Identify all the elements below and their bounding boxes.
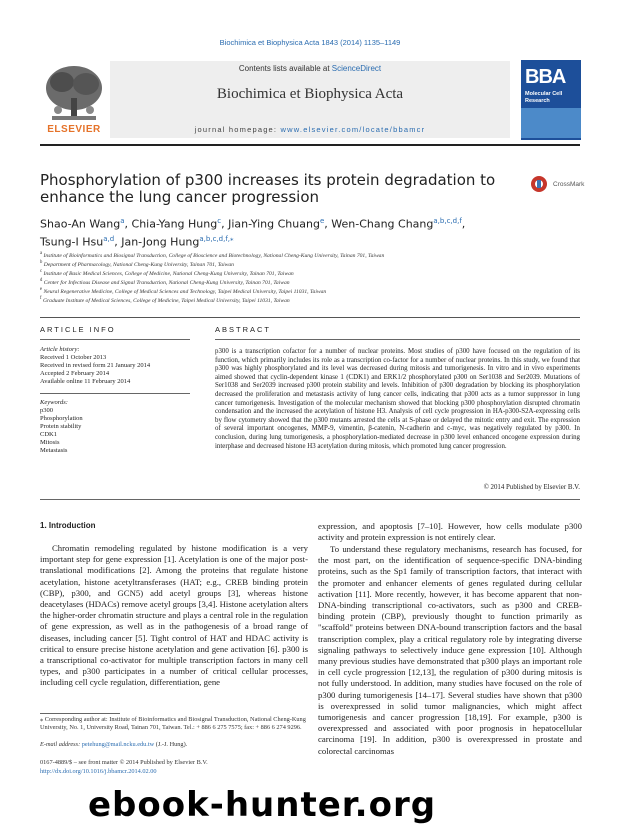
author-name[interactable]: Jian-Ying Chuang [228,217,320,231]
crossmark-label[interactable]: CrossMark [553,181,585,188]
paper-title: Phosphorylation of p300 increases its protein degradation to enhance the lung cancer progression [40,171,496,206]
author-name[interactable]: Chia-Yang Hung [131,217,218,231]
affiliation-marker: b [40,260,43,265]
author-affil-marker: e [319,217,325,225]
header-rule [40,144,580,146]
cover-band [521,108,581,138]
affiliation-text: Department of Pharmacology, National Cheng-Kung University, Tainan 701, Taiwan [43,261,234,268]
affiliation [40,295,580,305]
affiliation-marker: c [40,269,43,274]
author-name[interactable]: Tsung-I Hsu [40,235,104,249]
affiliation-marker: f [40,296,42,301]
author-affil-marker: a,b,c,d,f,⁎ [199,234,234,243]
affiliation-text: Institute of Bioinformatics and Biosignal Transduction, College of Bioscience and Biotechnology, National Cheng-Kung University, Tainan 701, Taiwan [43,252,385,259]
history-item: Accepted 2 February 2014 [40,370,110,377]
footnote-rule [40,713,120,714]
sciencedirect-link[interactable]: ScienceDirect [331,64,382,73]
issn-line: 0167-4889/$ – see front matter © 2014 Published by Elsevier B.V. [40,759,208,766]
keyword: CDK1 [40,431,57,438]
keyword: p300 [40,407,53,414]
author-affil-marker: a [120,217,125,225]
author-list: Shao-An Wang$^a$, Chia-Yang Hung$^c$, Jian-Ying Chuang$^e$, Wen-Chang Chang$^{a,b,c,d,f}$, Tsung-I Hsu$^{a,d}$, Jan-Jong Hung$^{a,b,c,d,f,⁎}$ [40,217,466,249]
history-item: Available online 11 February 2014 [40,378,131,385]
watermark-text: ebook-hunter.org [88,785,437,825]
history-label: Article history: [40,346,80,353]
cover-title: BBA [525,66,566,88]
author-name[interactable]: Wen-Chang Chang [331,217,434,231]
copyright-line: © 2014 Published by Elsevier B.V. [483,484,580,491]
keywords-block [40,399,200,455]
elsevier-wordmark: ELSEVIER [47,124,101,135]
author-name[interactable]: Shao-An Wang [40,217,121,231]
homepage-link[interactable]: www.elsevier.com/locate/bbamcr [280,125,426,134]
contents-line [110,64,510,73]
affiliation-marker: a [40,251,43,256]
journal-cover-thumbnail[interactable] [521,60,581,140]
history-item: Received in revised form 21 January 2014 [40,362,151,369]
intro-right-column-b: To understand these regulatory mechanisms, research has focused, for the most part, on the identification of sequence-specific DNA-binding proteins, such as the Sp1 family of transcription factors, that interact with the promoter and enhancer elements of genes regulated during cellular activation [11]. More recently, however, it has become apparent that non-DNA-binding transcriptional co-activators, such as p300 and CREB-binding protein (CBP), previously thought to function primarily as "scaffold" proteins between DNA-bound transcription factors and the basal transcription complex, play a critical regulatory role by integrating diverse signaling pathways to selectively induce gene expression [10]. Although many previous studies have demonstrated that p300 plays an important role in cell cycle progression [12,13], the regulation of p300 during mitosis is not fully understood. In addition, many studies have focused on the role of p300 during tumorigenesis [14–17]. Several studies have shown that p300 is overexpressed in solid tumor malignancies, which might affect tumorigenesis and cancer progression [18,19]. For example, p300 is overexpressed and associated with poor prognosis in hepatocellular carcinoma [19]. In addition, p300 is overexpressed in prostate and colorectal carcinomas [318,544,582,756]
author-affil-marker: c [217,217,222,225]
affiliation-text: Center for Infectious Disease and Signal Transduction, National Cheng-Kung University, Tainan 701, Taiwan [43,279,290,286]
keyword: Phosphorylation [40,415,83,422]
affiliation-marker: d [40,278,43,283]
abstract-text: p300 is a transcription cofactor for a number of nuclear proteins. Most studies of p300 have focused on the regulation of its function, which primarily includes its role as a transcription co-factor for a number of nuclear proteins. In this study, we found that p300 was highly phosphorylated and its level was decreased during mitosis and tumorigenesis. In vitro and in vivo experiments aimed showed that cyclin-dependent kinase 1 (CDK1) and ERK1/2 phosphorylated p300 on Ser1038 and Ser2039. Mutations of Ser1038 and Ser2039 increased p300 protein stability and levels. Inhibition of p300 degradation by blocking its phosphorylation decreased the proliferation and metastasis activity of lung cancer cells, indicating that p300 acts as a tumor suppressor in lung cancer tumorigenesis. Investigation of the molecular mechanism showed that blocking p300 phosphorylation disrupted chromatin condensation and the increased the acetylation of histone H3. Analysis of cell cycle progression in HA-p300-S2A-expressing cells by flow cytometry showed that the p300 mutants arrested the cells at S-phase or delayed the mitotic entry and exit. The expression of several important oncogenes, MMP-9, vimentin, β-catenin, N-cadherin and c-myc, was negatively regulated by p300. In conclusion, during lung tumorigenesis, a phosphorylation-mediated decrease in p300 level enhanced oncogene expression during interphase and decreased histone H3 acetylation during mitosis, which promoted lung cancer progression. [215,348,580,450]
author-name[interactable]: Jan-Jong Hung [121,235,200,249]
author-affil-marker: a,b,c,d,f [433,217,462,225]
history-item: Received 1 October 2013 [40,354,107,361]
article-info-heading: ARTICLE INFO [40,325,116,334]
journal-reference[interactable]: Biochimica et Biophysica Acta 1843 (2014) 1135–1149 [219,38,401,47]
corresponding-author-note: ⁎ Corresponding author at: Institute of Bioinformatics and Biosignal Transduction, National Cheng-Kung University, No. 1, University Road, Tainan 701, Taiwan. Tel.: + 886 6 275 7575; fax: + 886 6 274 9296. [40,716,306,731]
abstract-bottom-rule [40,499,580,500]
contents-prefix: Contents lists available at [238,64,332,73]
intro-left-column: Chromatin remodeling regulated by histone modification is a very important step for gene expression [1]. Acetylation is one of the major post-translational modifications [2]. Among the proteins that regulate histone acetylation, histone acetyltransferases (HAT; e.g., CREB binding protein (CBP), p300, and GCN5) add acetyl groups [3], whereas histone deacetylases (HDACs) remove acetyl groups [3,4]. Histone acetylation alters the higher-order chromatin structure and plays a central role in the regulation of gene expression, as well as in the pathogenesis of a broad range of diseases, including cancer [5]. Tight control of HAT and HDAC activity is critical to ensure precise histone acetylation and gene activation [6]. p300 is a transcriptional co-activator for multiple transcription factors in many cell types, and p300 participates in a number of critical cellular processes, including cell cycle regulation, differentiation, gene [40,543,308,688]
affiliation-text: Neural Regenerative Medicine, College of Medical Sciences and Technology, Taipei Medical University, Taipei 11031, Taiwan [43,288,327,295]
journal-title: Biochimica et Biophysica Acta [216,86,404,102]
doi-link[interactable]: http://dx.doi.org/10.1016/j.bbamcr.2014.02.00 [40,768,157,775]
affiliation-marker: e [40,287,43,292]
abstract-heading: ABSTRACT [215,325,272,334]
section-rule [40,317,580,318]
article-info-rule [40,393,190,394]
keyword: Protein stability [40,423,82,430]
intro-right-column-a: expression, and apoptosis [7–10]. However, how cells modulate p300 activity and protein expression is not entirely clear. [318,521,582,543]
email-link[interactable]: petehung@mail.ncku.edu.tw [81,741,155,748]
journal-homepage [110,125,510,134]
abstract-rule [215,339,580,340]
affiliation-text: Graduate Institute of Medical Sciences, College of Medicine, Taipei Medical University, Taipei 11031, Taiwan [42,297,290,304]
keyword: Mitosis [40,439,60,446]
email-label: E-mail address: [40,741,82,748]
keywords-label: Keywords: [40,399,68,406]
email-suffix: (J.-J. Hung). [154,741,188,748]
cover-subtitle: Molecular Cell Research [525,91,563,104]
introduction-heading: 1. Introduction [40,521,96,530]
author-affil-marker: a,d [103,234,115,243]
keyword: Metastasis [40,447,68,454]
homepage-prefix: journal homepage: [194,125,281,134]
email-note [40,741,310,749]
article-history [40,346,200,386]
article-info-rule [40,339,190,340]
affiliation-text: Institute of Basic Medical Sciences, College of Medicine, National Cheng-Kung University, Tainan 701, Taiwan [43,270,294,277]
